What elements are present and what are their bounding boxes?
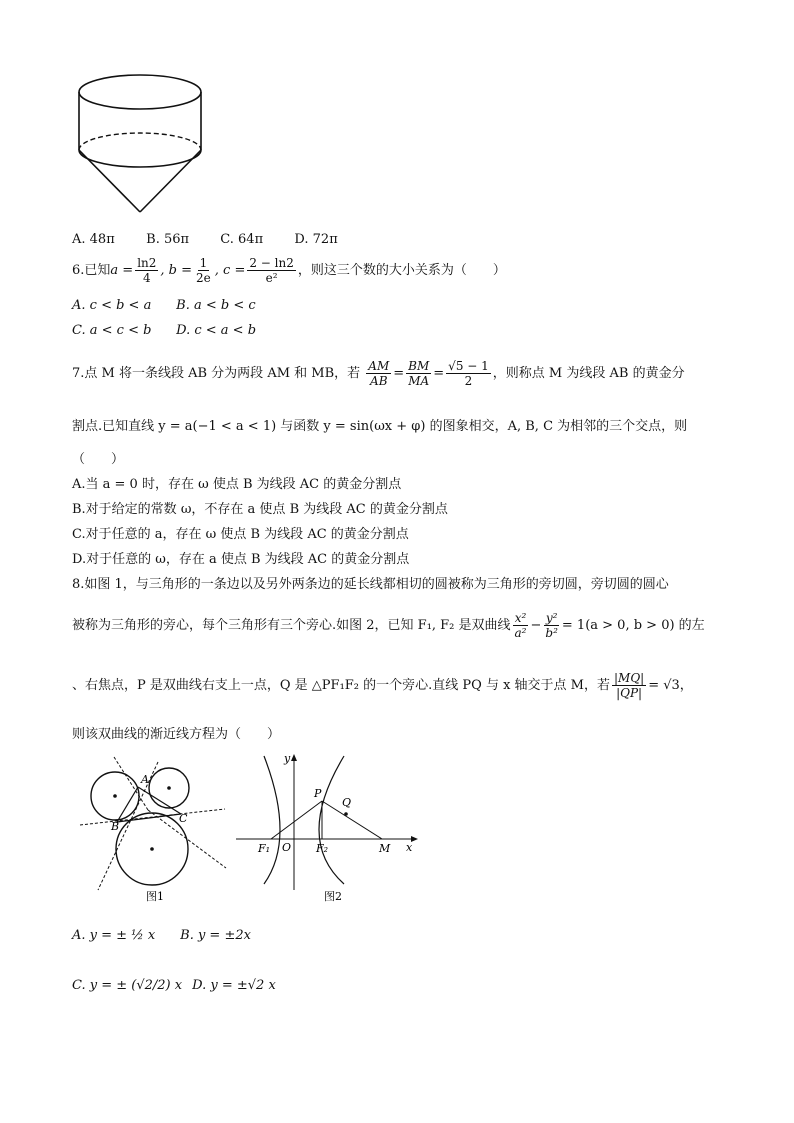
q8-hx-den: a² [514,626,527,640]
q8-hx-num: x² [514,611,527,625]
figure-2-hyperbola [234,752,424,904]
q5-options [72,231,338,249]
fig1-caption: 图1 [146,890,164,903]
q7-eq1: = [393,366,405,381]
q6-a-label: a = [110,263,134,278]
q7-option-c[interactable]: C.对于任意的 a，存在 ω 使点 B 为线段 AC 的黄金分割点 [72,527,409,542]
q7-text-a: 7.点 M 将一条线段 AB 分为两段 AM 和 MB，若 [72,366,361,381]
q7-frac3-den: 2 [464,374,473,388]
q5-option-c[interactable]: C. 64π [220,232,264,247]
q6-a-fraction [135,256,158,285]
q8-line2-a: 被称为三角形的旁心，每个三角形有三个旁心.如图 2，已知 F₁, F₂ 是双曲线 [72,618,511,633]
q5-option-b[interactable]: B. 56π [146,232,190,247]
q7-line1 [72,356,685,392]
q7-frac-golden [446,359,491,388]
q7-line2: 割点.已知直线 y = a(−1 < a < 1) 与函数 y = sin(ωx + φ) 的图象相交，A, B, C 为相邻的三个交点，则 [72,419,688,434]
q5-option-d[interactable]: D. 72π [294,232,338,247]
q6-a-den: 4 [142,271,151,285]
q8-frac-x [513,611,529,640]
q7-line3: （ ） [72,452,125,467]
q8-line3-b: = √3， [648,678,693,693]
q6-c-den: e² [265,271,278,285]
fig2-label-y: y [284,752,291,765]
q6-option-a[interactable]: A. c < b < a [72,298,152,313]
q6-options-row1 [72,297,256,315]
q8-r-den: |QP| [616,686,643,700]
q7-option-a[interactable]: A.当 a = 0 时，存在 ω 使点 B 为线段 AC 的黄金分割点 [72,477,402,492]
q8-line2-b: = 1(a > 0, b > 0) 的左 [561,618,705,633]
q6-suffix: ，则这三个数的大小关系为（ ） [297,263,506,278]
fig1-label-b: B [111,820,120,833]
fig2-label-q: Q [342,796,352,809]
q7-frac2-den: MA [408,374,430,388]
cylinder-cone-figure [70,72,210,220]
q7-frac2-num: BM [408,359,430,373]
q6-a-num: ln2 [137,256,157,270]
q8-line2 [72,608,705,644]
fig2-label-o: O [282,841,292,854]
q6-c-label: , c = [214,263,246,278]
q6-option-c[interactable]: C. a < c < b [72,323,152,338]
fig1-label-c: C [179,812,188,825]
figure-1-excircles [78,752,228,904]
q5-option-a[interactable]: A. 48π [72,232,115,247]
q6-stem [72,256,506,286]
q6-prefix: 6.已知 [72,263,111,278]
q6-c-fraction [247,256,296,285]
q6-b-num: 1 [199,256,208,270]
q6-b-label: , b = [160,263,193,278]
q7-text-b: ，则称点 M 为线段 AB 的黄金分 [492,366,685,381]
q7-frac3-num: √5 − 1 [448,359,489,373]
fig1-label-a: A [141,773,149,786]
q8-option-c[interactable]: C. y = ± (√2/2) x [72,978,183,993]
q6-b-fraction [194,256,213,285]
q8-line1: 8.如图 1，与三角形的一条边以及另外两条边的延长线都相切的圆被称为三角形的旁切圆，旁切圆的圆心 [72,577,669,592]
q8-option-b[interactable]: B. y = ±2x [180,928,251,943]
q8-option-d[interactable]: D. y = ±√2 x [192,978,276,993]
q8-hy-num: y² [545,611,558,625]
q7-option-b[interactable]: B.对于给定的常数 ω，不存在 a 使点 B 为线段 AC 的黄金分割点 [72,502,448,517]
fig2-caption: 图2 [324,890,342,903]
q8-r-num: |MQ| [613,671,645,685]
q7-frac1-num: AM [368,359,390,373]
q6-option-d[interactable]: D. c < a < b [176,323,257,338]
q8-frac-ratio [612,671,646,700]
q8-minus: − [530,618,542,633]
fig2-label-f1: F₁ [258,842,271,855]
fig2-label-x: x [406,841,413,854]
q7-frac-bm-ma [406,359,431,388]
fig2-label-f2: F₂ [316,842,329,855]
q8-line3 [72,668,693,704]
q7-frac-am-ab [366,359,391,388]
q8-options-row2 [72,974,276,998]
q6-options-row2 [72,322,256,340]
q7-option-d[interactable]: D.对于任意的 ω，存在 a 使点 B 为线段 AC 的黄金分割点 [72,552,410,567]
fig2-label-m: M [379,842,391,855]
q8-hy-den: b² [545,626,558,640]
q7-frac1-den: AB [370,374,388,388]
q8-line4: 则该双曲线的渐近线方程为（ ） [72,727,281,742]
q8-option-a[interactable]: A. y = ± ½ x [72,928,156,943]
q8-line3-a: 、右焦点，P 是双曲线右支上一点，Q 是 △PF₁F₂ 的一个旁心.直线 PQ 与 x 轴交于点 M，若 [72,678,610,693]
q7-eq2: = [433,366,445,381]
fig2-label-p: P [314,787,322,800]
q6-b-den: 2e [196,271,211,285]
q8-options-row1 [72,924,251,948]
q8-frac-y [543,611,560,640]
q6-option-b[interactable]: B. a < b < c [176,298,256,313]
q6-c-num: 2 − ln2 [249,256,294,270]
